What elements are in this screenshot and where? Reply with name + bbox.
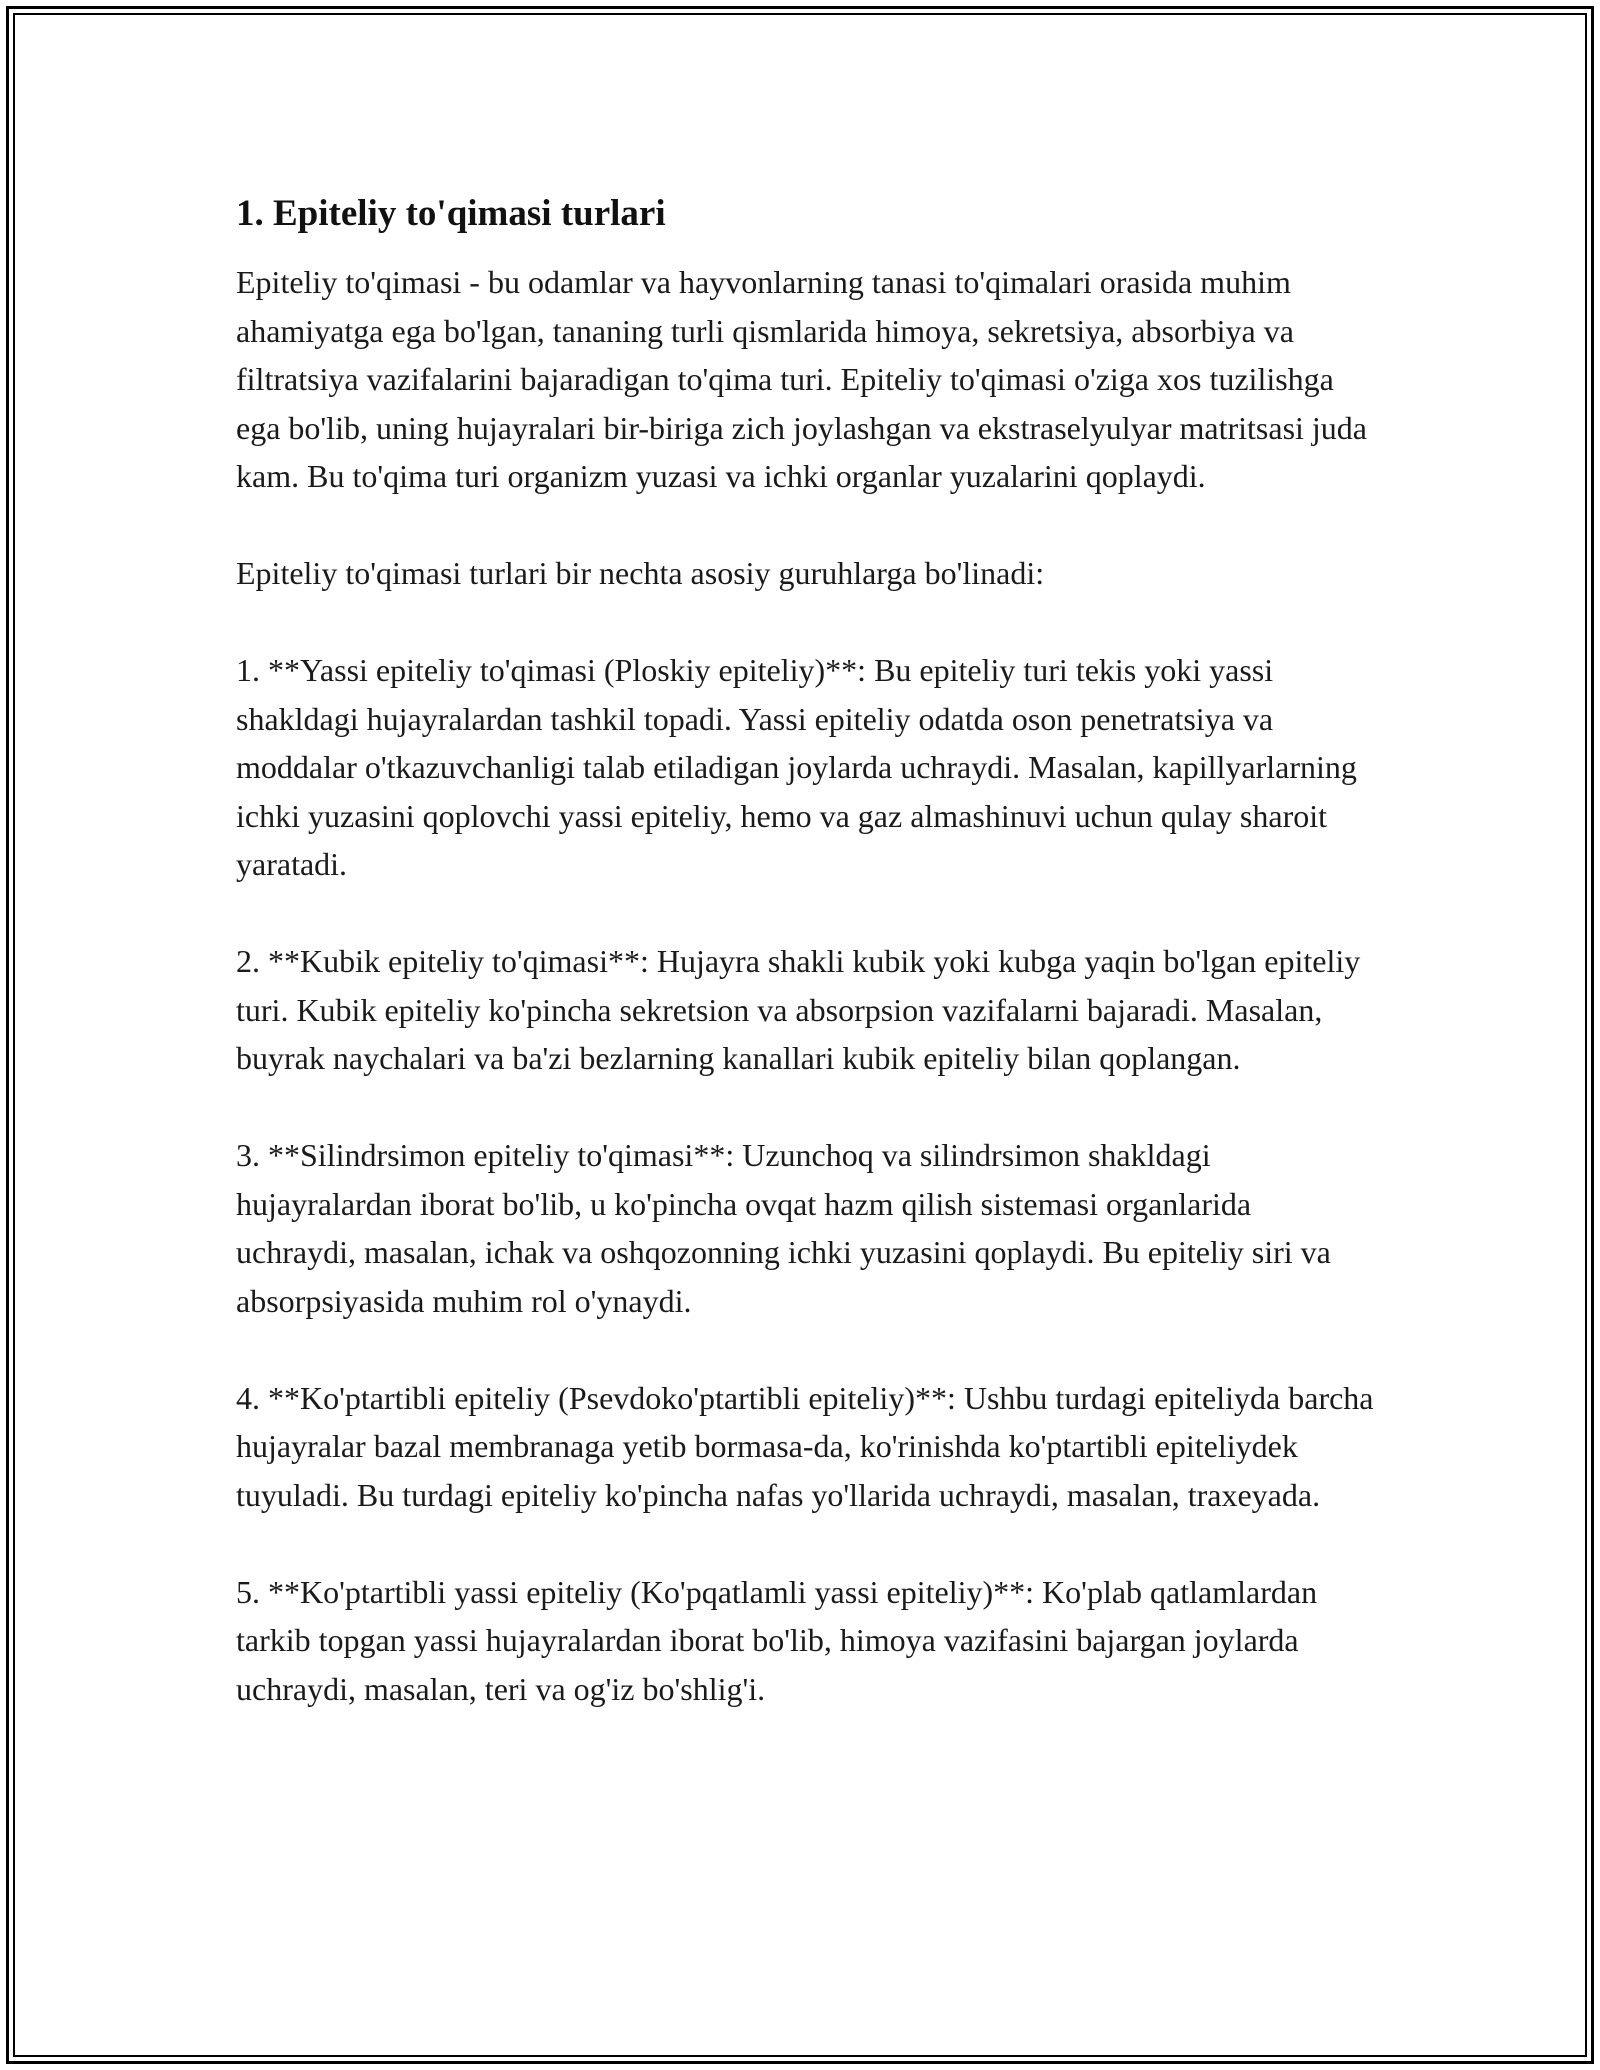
paragraph-type-4: 4. **Ko'ptartibli epiteliy (Psevdoko'ptartibli epiteliy)**: Ushbu turdagi epiteliyda barcha hujayralar bazal membranaga yetib bormasa-da, ko'rinishda ko'ptartibli epiteliydek tuyuladi. Bu turdagi epiteliy ko'pincha nafas yo'llarida uchraydi, masalan, traxeyada. <box>236 1379 1374 1513</box>
section-heading: 1. Epiteliy to'qimasi turlari <box>236 193 666 234</box>
paragraph-type-5: 5. **Ko'ptartibli yassi epiteliy (Ko'pqatlamli yassi epiteliy)**: Ko'plab qatlamlardan tarkib topgan yassi hujayralardan iborat bo'lib, himoya vazifasini bajargan joylarda uchraydi, masalan, teri va og'iz bo'shlig'i. <box>236 1573 1318 1707</box>
paragraph-type-2: 2. **Kubik epiteliy to'qimasi**: Hujayra shakli kubik yoki kubga yaqin bo'lgan epiteliy turi. Kubik epiteliy ko'pincha sekretsion va absorpsion vazifalarni bajaradi. Masalan, buyrak naychalari va ba'zi bezlarning kanallari kubik epiteliy bilan qoplangan. <box>236 943 1361 1076</box>
paragraph-types-lead: Epiteliy to'qimasi turlari bir nechta asosiy guruhlarga bo'linadi: <box>236 555 1045 591</box>
document-body <box>236 188 1376 1713</box>
paragraph-type-1: 1. **Yassi epiteliy to'qimasi (Ploskiy epiteliy)**: Bu epiteliy turi tekis yoki yassi shakldagi hujayralardan tashkil topadi. Yassi epiteliy odatda oson penetratsiya va moddalar o'tkazuvchanligi talab etiladigan joylarda uchraydi. Masalan, kapillyarlarning ichki yuzasini qoplovchi yassi epiteliy, hemo va gaz almashinuvi uchun qulay sharoit yaratadi. <box>236 652 1357 882</box>
paragraph-intro: Epiteliy to'qimasi - bu odamlar va hayvonlarning tanasi to'qimalari orasida muhim ahamiyatga ega bo'lgan, tananing turli qismlarida himoya, sekretsiya, absorbiya va filtratsiya vazifalarini bajaradigan to'qima turi. Epiteliy to'qimasi o'ziga xos tuzilishga ega bo'lib, uning hujayralari bir-biriga zich joylashgan va ekstraselyulyar matritsasi juda kam. Bu to'qima turi organizm yuzasi va ichki organlar yuzalarini qoplaydi. <box>236 264 1367 494</box>
paragraph-type-3: 3. **Silindrsimon epiteliy to'qimasi**: Uzunchoq va silindrsimon shakldagi hujayralardan iborat bo'lib, u ko'pincha ovqat hazm qilish sistemasi organlarida uchraydi, masalan, ichak va oshqozonning ichki yuzasini qoplaydi. Bu epiteliy siri va absorpsiyasida muhim rol o'ynaydi. <box>236 1137 1331 1319</box>
